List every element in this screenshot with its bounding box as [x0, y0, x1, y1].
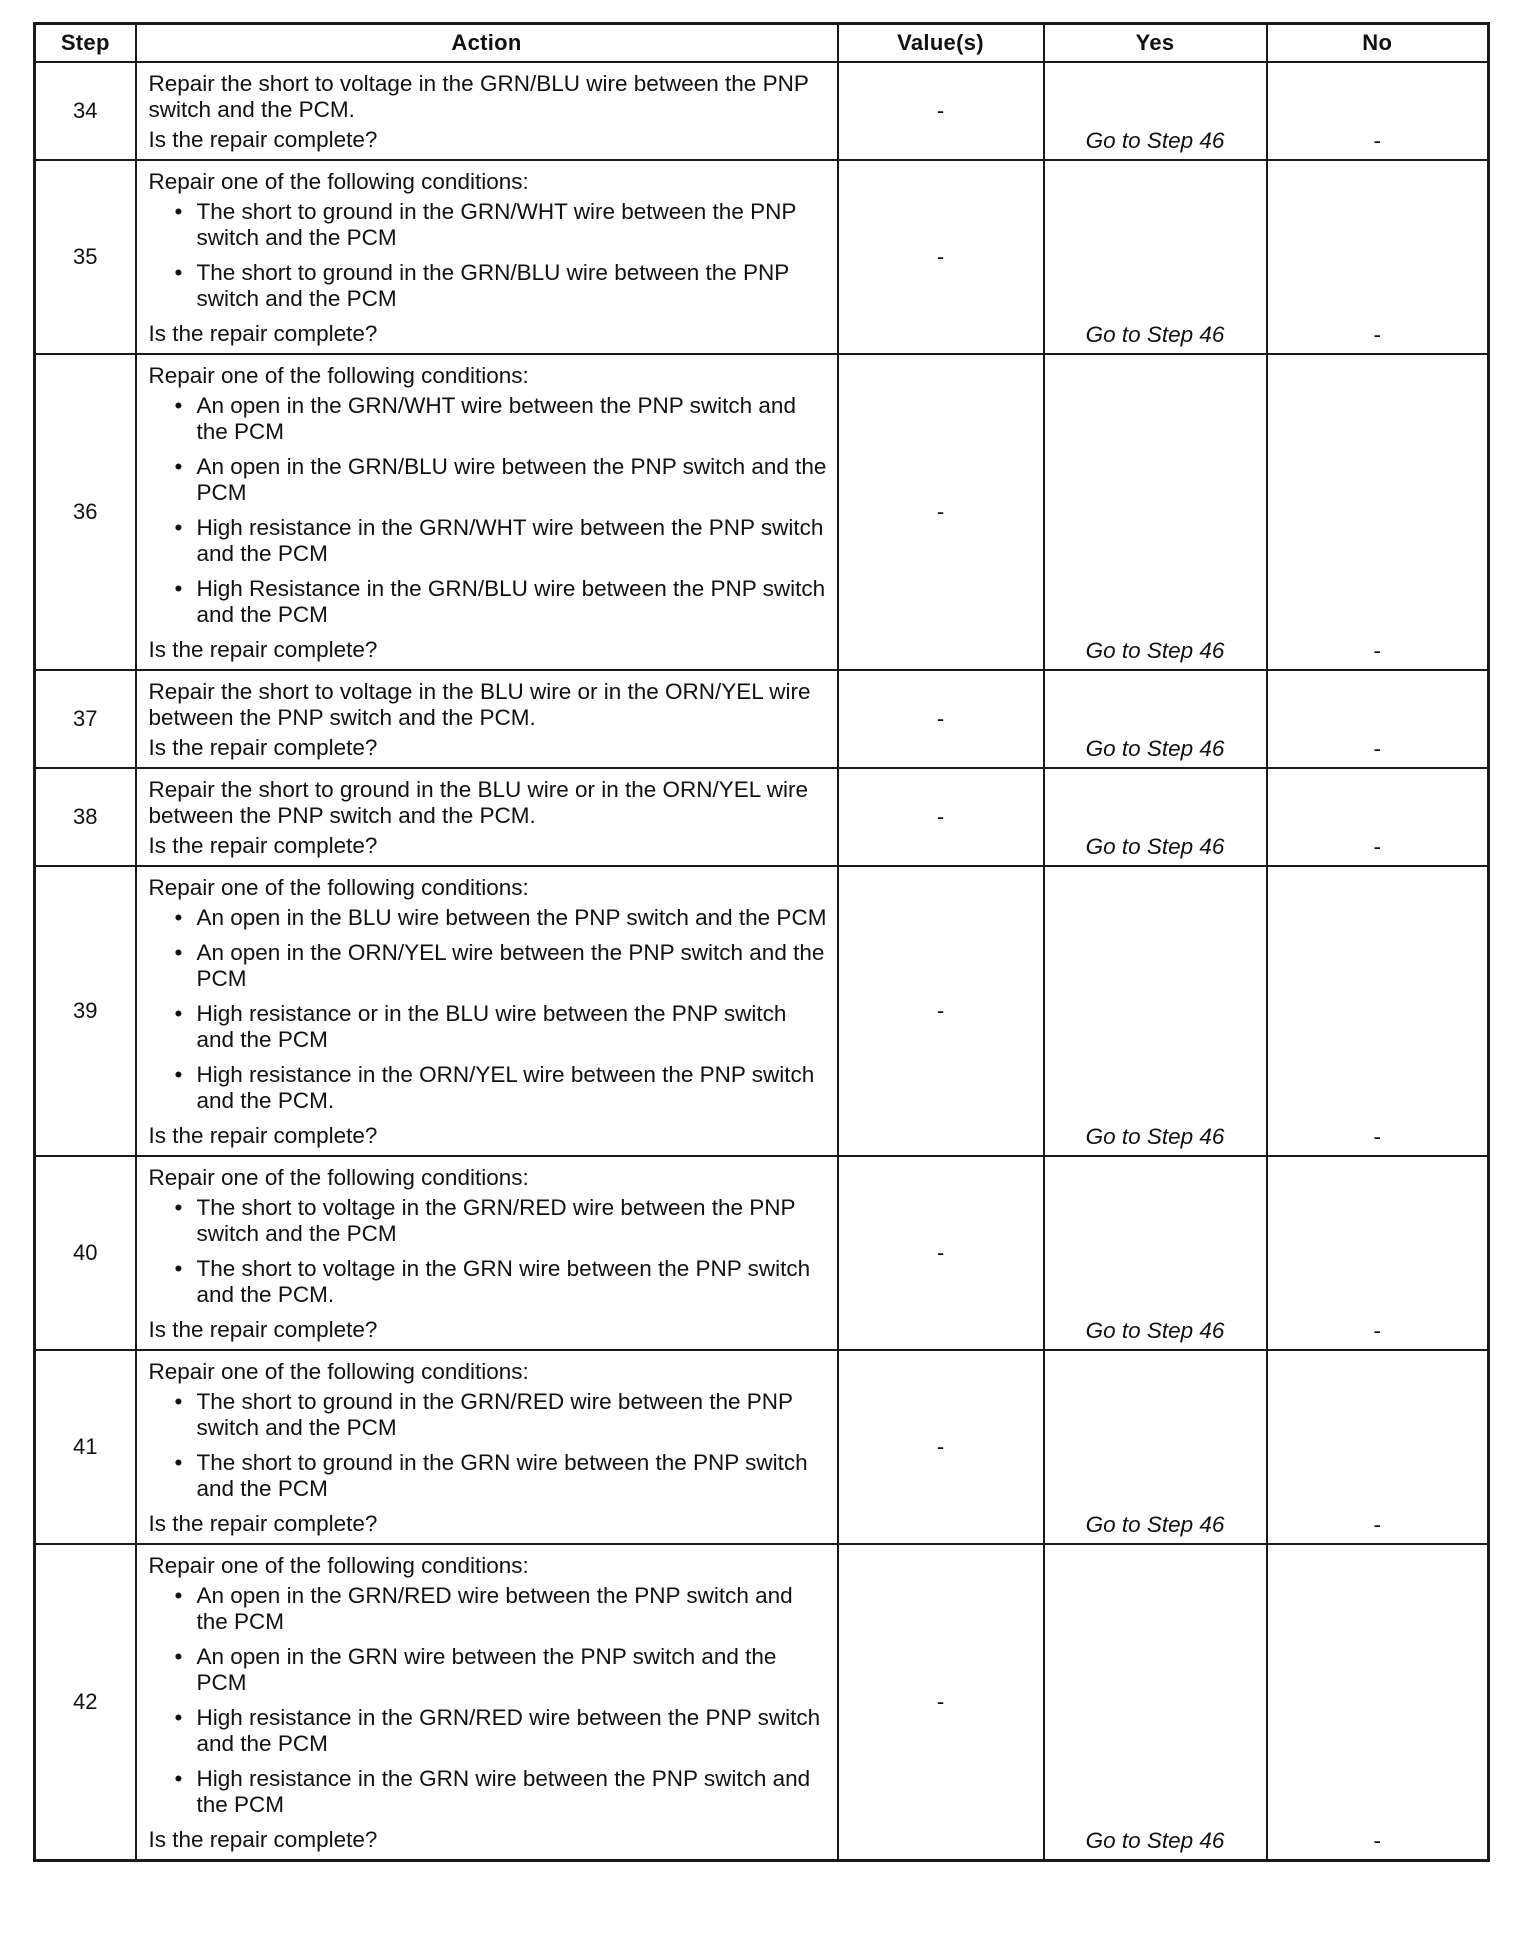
- bullet-icon: •: [174, 454, 183, 479]
- bullet-icon: •: [174, 1195, 183, 1220]
- bullet-icon: •: [174, 393, 183, 418]
- action-cell: [136, 1544, 838, 1861]
- action-question: Is the repair complete?: [148, 1827, 378, 1852]
- value-cell: -: [838, 1544, 1044, 1861]
- action-intro: Repair the short to ground in the BLU wire or in the ORN/YEL wire between the PNP switch and the PCM.: [148, 777, 808, 828]
- yes-result: Go to Step 46: [1085, 1828, 1225, 1853]
- yes-cell: [1044, 160, 1267, 354]
- step-number: 41: [35, 1350, 136, 1544]
- condition-item: [149, 1389, 827, 1441]
- no-cell: [1267, 62, 1489, 160]
- condition-text: High resistance in the GRN/RED wire between the PNP switch and the PCM: [196, 1705, 821, 1756]
- yes-result: Go to Step 46: [1085, 1124, 1225, 1149]
- condition-text: High resistance or in the BLU wire between the PNP switch and the PCM: [196, 1001, 787, 1052]
- action-question: Is the repair complete?: [148, 833, 378, 858]
- condition-text: High Resistance in the GRN/BLU wire between the PNP switch and the PCM: [196, 576, 826, 627]
- action-intro: Repair one of the following conditions:: [148, 875, 529, 900]
- step-number: 36: [35, 354, 136, 670]
- yes-cell: [1044, 768, 1267, 866]
- condition-text: An open in the GRN/RED wire between the PNP switch and the PCM: [196, 1583, 793, 1634]
- yes-result: Go to Step 46: [1085, 128, 1225, 153]
- action-intro: Repair one of the following conditions:: [148, 1165, 529, 1190]
- yes-result: Go to Step 46: [1085, 736, 1225, 761]
- no-cell: [1267, 1544, 1489, 1861]
- condition-text: High resistance in the GRN wire between the PNP switch and the PCM: [196, 1766, 811, 1817]
- action-cell: [136, 866, 838, 1156]
- condition-text: The short to ground in the GRN/BLU wire between the PNP switch and the PCM: [196, 260, 789, 311]
- bullet-icon: •: [174, 260, 183, 285]
- condition-item: [149, 1450, 827, 1502]
- value-cell: -: [838, 768, 1044, 866]
- no-result: -: [1373, 1512, 1381, 1537]
- yes-cell: [1044, 1350, 1267, 1544]
- condition-item: [149, 1705, 827, 1757]
- no-cell: [1267, 160, 1489, 354]
- no-result: -: [1373, 128, 1381, 153]
- bullet-icon: •: [174, 940, 183, 965]
- no-result: -: [1373, 736, 1381, 761]
- step-number: 34: [35, 62, 136, 160]
- table-row: [35, 62, 1489, 160]
- condition-item: [149, 515, 827, 567]
- bullet-icon: •: [174, 1062, 183, 1087]
- action-cell: [136, 1350, 838, 1544]
- action-intro: Repair the short to voltage in the GRN/BLU wire between the PNP switch and the PCM.: [148, 71, 809, 122]
- yes-result: Go to Step 46: [1085, 322, 1225, 347]
- action-cell: [136, 1156, 838, 1350]
- condition-item: [149, 393, 827, 445]
- table-body: [35, 62, 1489, 1861]
- step-number: 38: [35, 768, 136, 866]
- action-question: Is the repair complete?: [148, 321, 378, 346]
- condition-item: [149, 1195, 827, 1247]
- condition-text: An open in the ORN/YEL wire between the PNP switch and the PCM: [196, 940, 825, 991]
- value-cell: -: [838, 866, 1044, 1156]
- step-number: 35: [35, 160, 136, 354]
- condition-list: [149, 393, 827, 628]
- condition-text: The short to ground in the GRN/WHT wire between the PNP switch and the PCM: [196, 199, 796, 250]
- condition-text: High resistance in the GRN/WHT wire between the PNP switch and the PCM: [196, 515, 824, 566]
- condition-text: An open in the GRN/BLU wire between the PNP switch and the PCM: [196, 454, 827, 505]
- condition-item: [149, 1001, 827, 1053]
- condition-item: [149, 260, 827, 312]
- action-question: Is the repair complete?: [148, 1123, 378, 1148]
- condition-item: [149, 1256, 827, 1308]
- action-cell: [136, 160, 838, 354]
- no-cell: [1267, 768, 1489, 866]
- condition-item: [149, 1062, 827, 1114]
- action-question: Is the repair complete?: [148, 1317, 378, 1342]
- table-row: [35, 1544, 1489, 1861]
- yes-cell: [1044, 354, 1267, 670]
- value-cell: -: [838, 670, 1044, 768]
- action-cell: [136, 670, 838, 768]
- action-intro: Repair the short to voltage in the BLU wire or in the ORN/YEL wire between the PNP switch and the PCM.: [148, 679, 811, 730]
- table-header: [35, 24, 1489, 63]
- bullet-icon: •: [174, 515, 183, 540]
- condition-text: High resistance in the ORN/YEL wire between the PNP switch and the PCM.: [196, 1062, 815, 1113]
- step-number: 37: [35, 670, 136, 768]
- value-cell: -: [838, 62, 1044, 160]
- action-question: Is the repair complete?: [148, 735, 378, 760]
- action-intro: Repair one of the following conditions:: [148, 1359, 529, 1384]
- bullet-icon: •: [174, 1644, 183, 1669]
- yes-cell: [1044, 866, 1267, 1156]
- table-row: [35, 768, 1489, 866]
- value-cell: -: [838, 160, 1044, 354]
- header-no: No: [1267, 24, 1489, 63]
- no-result: -: [1373, 1828, 1381, 1853]
- action-question: Is the repair complete?: [148, 1511, 378, 1536]
- bullet-icon: •: [174, 1583, 183, 1608]
- condition-item: [149, 454, 827, 506]
- action-intro: Repair one of the following conditions:: [148, 169, 529, 194]
- header-step: Step: [35, 24, 136, 63]
- yes-cell: [1044, 62, 1267, 160]
- table-row: [35, 1156, 1489, 1350]
- step-number: 40: [35, 1156, 136, 1350]
- bullet-icon: •: [174, 1389, 183, 1414]
- step-number: 39: [35, 866, 136, 1156]
- no-cell: [1267, 866, 1489, 1156]
- table-row: [35, 670, 1489, 768]
- table-row: [35, 354, 1489, 670]
- action-cell: [136, 768, 838, 866]
- no-cell: [1267, 1350, 1489, 1544]
- step-number: 42: [35, 1544, 136, 1861]
- no-result: -: [1373, 1318, 1381, 1343]
- condition-item: [149, 1644, 827, 1696]
- condition-item: [149, 1583, 827, 1635]
- header-action: Action: [136, 24, 838, 63]
- bullet-icon: •: [174, 1705, 183, 1730]
- bullet-icon: •: [174, 1256, 183, 1281]
- header-values: Value(s): [838, 24, 1044, 63]
- condition-list: [149, 1583, 827, 1818]
- header-row: [35, 24, 1489, 63]
- bullet-icon: •: [174, 576, 183, 601]
- no-result: -: [1373, 638, 1381, 663]
- no-result: -: [1373, 834, 1381, 859]
- bullet-icon: •: [174, 1001, 183, 1026]
- condition-text: The short to voltage in the GRN/RED wire between the PNP switch and the PCM: [196, 1195, 796, 1246]
- condition-list: [149, 905, 827, 1114]
- no-result: -: [1373, 1124, 1381, 1149]
- action-question: Is the repair complete?: [148, 637, 378, 662]
- condition-item: [149, 1766, 827, 1818]
- table-row: [35, 160, 1489, 354]
- yes-result: Go to Step 46: [1085, 638, 1225, 663]
- yes-cell: [1044, 1544, 1267, 1861]
- table-row: [35, 1350, 1489, 1544]
- condition-text: The short to ground in the GRN/RED wire between the PNP switch and the PCM: [196, 1389, 793, 1440]
- condition-text: The short to ground in the GRN wire between the PNP switch and the PCM: [196, 1450, 808, 1501]
- bullet-icon: •: [174, 905, 183, 930]
- yes-cell: [1044, 1156, 1267, 1350]
- action-intro: Repair one of the following conditions:: [148, 363, 529, 388]
- condition-text: An open in the GRN wire between the PNP switch and the PCM: [196, 1644, 777, 1695]
- action-intro: Repair one of the following conditions:: [148, 1553, 529, 1578]
- action-cell: [136, 354, 838, 670]
- condition-text: An open in the BLU wire between the PNP switch and the PCM: [196, 905, 827, 930]
- diagnostic-table-page: [33, 22, 1487, 1862]
- condition-list: [149, 1195, 827, 1308]
- no-result: -: [1373, 322, 1381, 347]
- condition-item: [149, 576, 827, 628]
- condition-item: [149, 905, 827, 931]
- yes-result: Go to Step 46: [1085, 1512, 1225, 1537]
- action-question: Is the repair complete?: [148, 127, 378, 152]
- yes-result: Go to Step 46: [1085, 1318, 1225, 1343]
- yes-result: Go to Step 46: [1085, 834, 1225, 859]
- no-cell: [1267, 1156, 1489, 1350]
- bullet-icon: •: [174, 1450, 183, 1475]
- bullet-icon: •: [174, 1766, 183, 1791]
- value-cell: -: [838, 1350, 1044, 1544]
- condition-item: [149, 940, 827, 992]
- value-cell: -: [838, 1156, 1044, 1350]
- condition-list: [149, 199, 827, 312]
- condition-text: An open in the GRN/WHT wire between the PNP switch and the PCM: [196, 393, 796, 444]
- header-yes: Yes: [1044, 24, 1267, 63]
- action-cell: [136, 62, 838, 160]
- condition-text: The short to voltage in the GRN wire between the PNP switch and the PCM.: [196, 1256, 811, 1307]
- condition-item: [149, 199, 827, 251]
- no-cell: [1267, 354, 1489, 670]
- value-cell: -: [838, 354, 1044, 670]
- diagnostic-table: [33, 22, 1490, 1862]
- condition-list: [149, 1389, 827, 1502]
- bullet-icon: •: [174, 199, 183, 224]
- no-cell: [1267, 670, 1489, 768]
- yes-cell: [1044, 670, 1267, 768]
- table-row: [35, 866, 1489, 1156]
